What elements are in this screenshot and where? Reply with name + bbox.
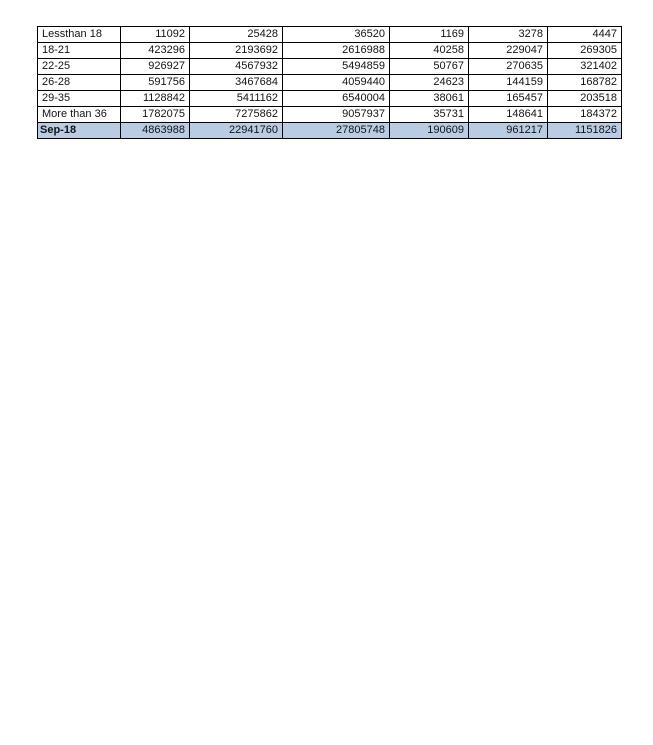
value-cell: 1169 [390, 27, 469, 43]
row-label-cell: Lessthan 18 [38, 27, 121, 43]
age-group-data-table [37, 26, 622, 139]
value-cell: 591756 [121, 75, 190, 91]
table-row [38, 27, 622, 43]
value-cell: 4447 [548, 27, 622, 43]
value-cell: 203518 [548, 91, 622, 107]
row-label-cell: 26-28 [38, 75, 121, 91]
row-label-cell: More than 36 [38, 107, 121, 123]
value-cell: 148641 [469, 107, 548, 123]
row-label-cell: 29-35 [38, 91, 121, 107]
value-cell: 229047 [469, 43, 548, 59]
value-cell: 3467684 [190, 75, 283, 91]
value-cell: 269305 [548, 43, 622, 59]
row-label-cell: 22-25 [38, 59, 121, 75]
value-cell: 1782075 [121, 107, 190, 123]
table-row [38, 91, 622, 107]
value-cell: 35731 [390, 107, 469, 123]
table-row [38, 107, 622, 123]
value-cell: 7275862 [190, 107, 283, 123]
value-cell: 5411162 [190, 91, 283, 107]
value-cell: 36520 [283, 27, 390, 43]
value-cell: 165457 [469, 91, 548, 107]
total-value-cell: 1151826 [548, 123, 622, 139]
value-cell: 4567932 [190, 59, 283, 75]
value-cell: 1128842 [121, 91, 190, 107]
total-row-label-cell: Sep-18 [38, 123, 121, 139]
value-cell: 9057937 [283, 107, 390, 123]
value-cell: 5494859 [283, 59, 390, 75]
total-value-cell: 22941760 [190, 123, 283, 139]
value-cell: 184372 [548, 107, 622, 123]
value-cell: 40258 [390, 43, 469, 59]
value-cell: 25428 [190, 27, 283, 43]
total-value-cell: 27805748 [283, 123, 390, 139]
value-cell: 38061 [390, 91, 469, 107]
value-cell: 423296 [121, 43, 190, 59]
table-row [38, 43, 622, 59]
total-row [38, 123, 622, 139]
total-value-cell: 190609 [390, 123, 469, 139]
value-cell: 50767 [390, 59, 469, 75]
value-cell: 2193692 [190, 43, 283, 59]
value-cell: 2616988 [283, 43, 390, 59]
value-cell: 11092 [121, 27, 190, 43]
value-cell: 6540004 [283, 91, 390, 107]
total-value-cell: 961217 [469, 123, 548, 139]
value-cell: 3278 [469, 27, 548, 43]
table-row [38, 59, 622, 75]
value-cell: 321402 [548, 59, 622, 75]
table-row [38, 75, 622, 91]
value-cell: 4059440 [283, 75, 390, 91]
value-cell: 144159 [469, 75, 548, 91]
value-cell: 926927 [121, 59, 190, 75]
row-label-cell: 18-21 [38, 43, 121, 59]
value-cell: 24623 [390, 75, 469, 91]
value-cell: 168782 [548, 75, 622, 91]
value-cell: 270635 [469, 59, 548, 75]
total-value-cell: 4863988 [121, 123, 190, 139]
